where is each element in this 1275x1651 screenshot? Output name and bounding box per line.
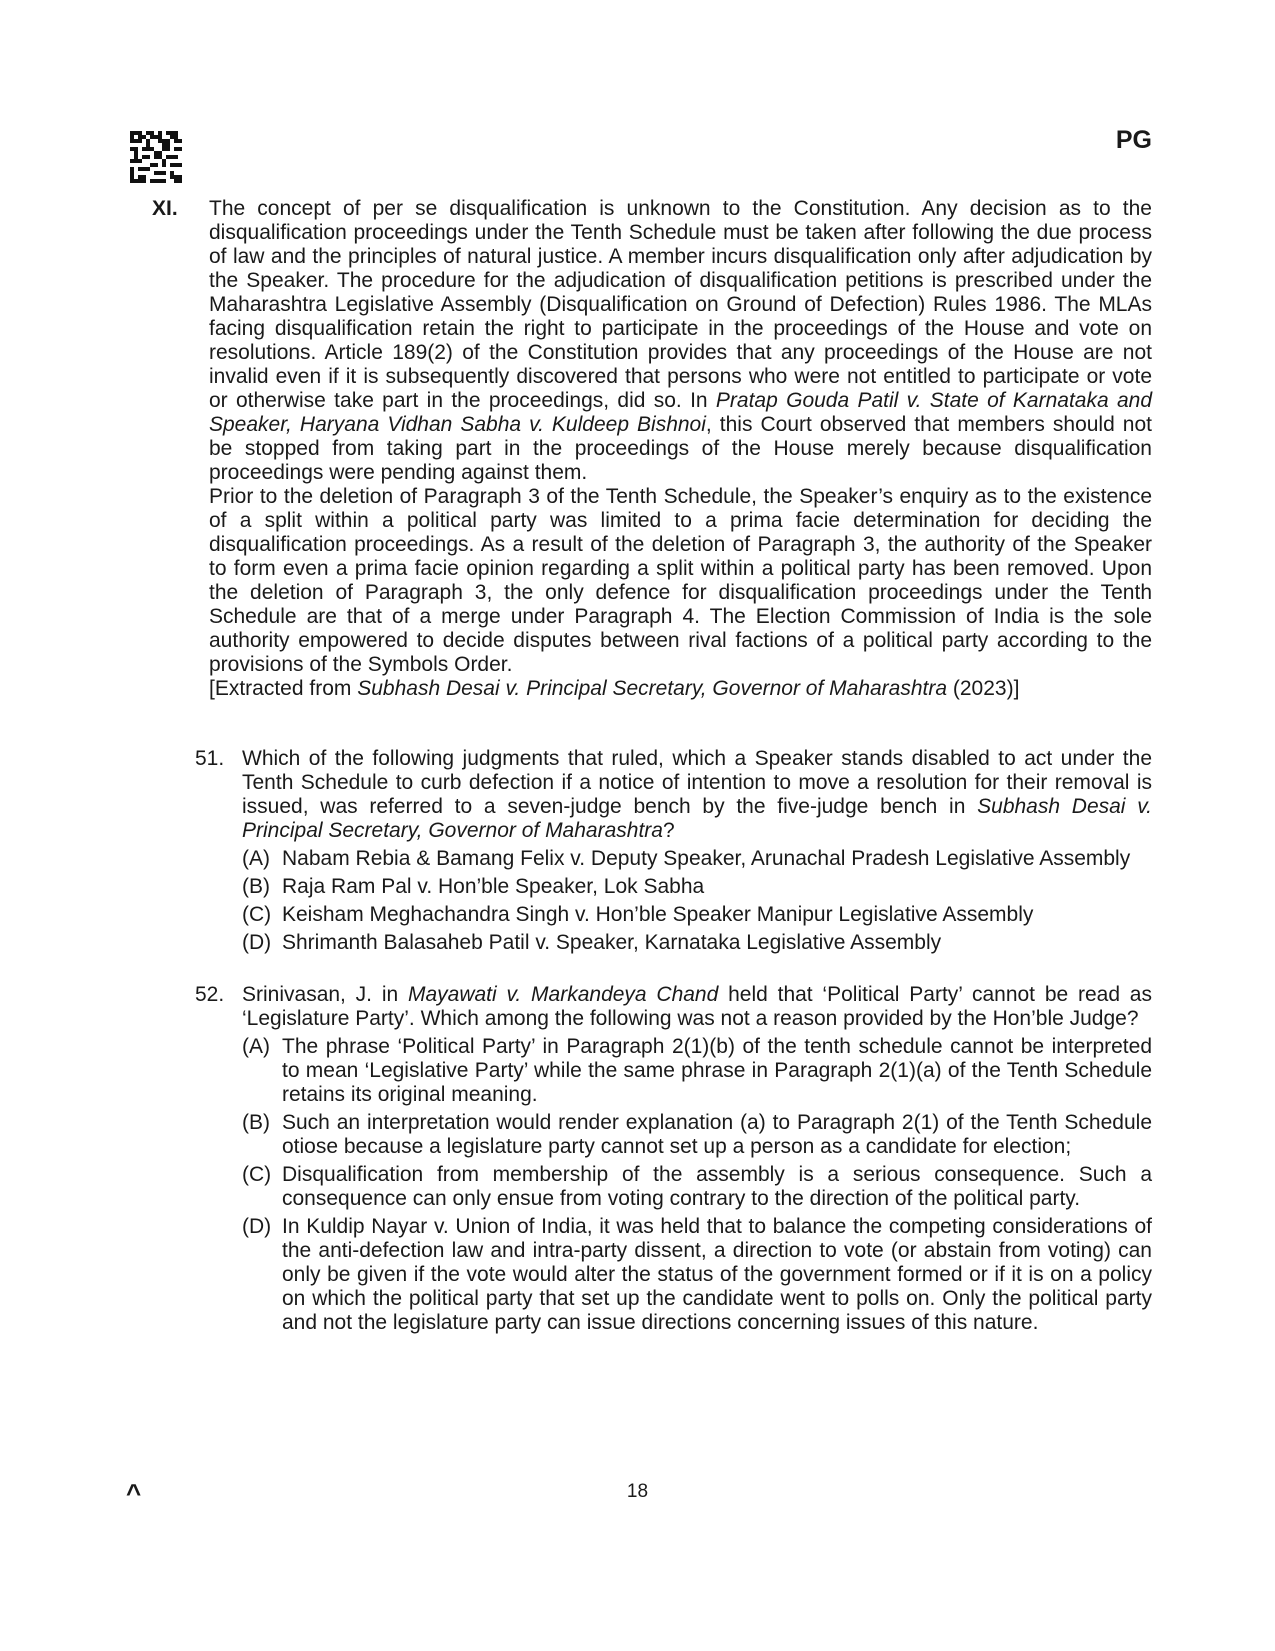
caret-icon: ^	[126, 1478, 142, 1508]
option-text: Nabam Rebia & Bamang Felix v. Deputy Speaker, Arunachal Pradesh Legislative Assembly	[282, 847, 1131, 870]
option-text: Raja Ram Pal v. Hon’ble Speaker, Lok Sabha	[282, 875, 705, 898]
exam-code: PG	[1115, 126, 1152, 154]
option-text: The phrase ‘Political Party’ in Paragraph 2(1)(b) of the tenth schedule cannot be interpreted to mean ‘Legislative Party’ while the same phrase in Paragraph 2(1)(a) of the Tenth Schedule retains its original meaning.	[282, 1035, 1152, 1106]
option-text: Shrimanth Balasaheb Patil v. Speaker, Karnataka Legislative Assembly	[282, 931, 942, 954]
passage-text: , this Court observed that members should not be stopped from taking part in the proceedings of the House merely because disqualification proceedings were pending against them.	[209, 413, 1152, 484]
extract-case: Subhash Desai v. Principal Secretary, Governor of Maharashtra	[357, 677, 948, 700]
option-label: (C)	[242, 903, 272, 926]
option-label: (A)	[242, 847, 270, 870]
question-number: 52.	[195, 983, 225, 1006]
stem-case: Mayawati v. Markandeya Chand	[407, 983, 719, 1006]
option-list	[242, 1035, 1152, 1335]
option-text: Disqualification from membership of the assembly is a serious consequence. Such a consequence can only ensue from voting contrary to the direction of the political party.	[282, 1163, 1152, 1210]
case-citation: Pratap Gouda Patil v. State of Karnataka and Speaker, Haryana Vidhan Sabha v. Kuldeep Bishnoi	[209, 389, 1152, 436]
passage	[209, 197, 1152, 701]
option-label: (A)	[242, 1035, 270, 1058]
stem-case: Subhash Desai v. Principal Secretary, Governor of Maharashtra	[242, 795, 1152, 842]
option-d[interactable]	[242, 931, 1152, 955]
option-b[interactable]	[242, 1111, 1152, 1159]
option-label: (D)	[242, 931, 272, 954]
option-c[interactable]	[242, 903, 1152, 927]
passage-paragraph-2: Prior to the deletion of Paragraph 3 of the Tenth Schedule, the Speaker’s enquiry as to the existence of a split within a political party was limited to a prima facie determination for deciding the disqualification proceedings. As a result of the deletion of Paragraph 3, the authority of the Speaker to form even a prima facie opinion regarding a split within a political party has been removed. Upon the deletion of Paragraph 3, the only defence for disqualification proceedings under the Tenth Schedule are that of a merge under Paragraph 4. The Election Commission of India is the sole authority empowered to decide disputes between rival factions of a political party according to the provisions of the Symbols Order.	[209, 485, 1152, 676]
option-label: (D)	[242, 1215, 272, 1238]
question-51	[195, 747, 1152, 955]
stem-text: held that ‘Political Party’ cannot be read as ‘Legislature Party’. Which among the following was not a reason provided by the Hon’ble Judge?	[242, 983, 1152, 1030]
option-text: In Kuldip Nayar v. Union of India, it was held that to balance the competing considerations of the anti-defection law and intra-party dissent, a direction to vote (or abstain from voting) can only be given if the vote would alter the status of the government formed or if it is on a policy on which the political party that set up the candidate went to polls on. Only the political party and not the legislature party can issue directions concerning issues of this nature.	[282, 1215, 1152, 1334]
question-number: 51.	[195, 747, 225, 770]
stem-text: Which of the following judgments that ruled, which a Speaker stands disabled to act under the Tenth Schedule to curb defection if a notice of intention to move a resolution for their removal is issued, was referred to a seven-judge bench by the five-judge bench in	[242, 747, 1152, 818]
option-d[interactable]	[242, 1215, 1152, 1335]
option-a[interactable]	[242, 1035, 1152, 1107]
option-c[interactable]	[242, 1163, 1152, 1211]
question-52	[195, 983, 1152, 1335]
extract-suffix: (2023)]	[947, 677, 1020, 700]
option-label: (B)	[242, 1111, 270, 1134]
option-text: Keisham Meghachandra Singh v. Hon’ble Speaker Manipur Legislative Assembly	[282, 903, 1034, 926]
option-list	[242, 847, 1152, 955]
option-text: Such an interpretation would render explanation (a) to Paragraph 2(1) of the Tenth Schedule otiose because a legislature party cannot set up a person as a candidate for election;	[282, 1111, 1152, 1158]
passage-text: The concept of per se disqualification is unknown to the Constitution. Any decision as to the disqualification proceedings under the Tenth Schedule must be taken after following the due process of law and the principles of natural justice. A member incurs disqualification only after adjudication by the Speaker. The procedure for the adjudication of disqualification petitions is prescribed under the Maharashtra Legislative Assembly (Disqualification on Ground of Defection) Rules 1986. The MLAs facing disqualification retain the right to participate in the proceedings of the House and vote on resolutions. Article 189(2) of the Constitution provides that any proceedings of the House are not invalid even if it is subsequently discovered that persons who were not entitled to participate or vote or otherwise take part in the proceedings, did so. In	[209, 197, 1152, 412]
option-a[interactable]	[242, 847, 1152, 871]
passage-section	[152, 197, 1152, 701]
question-list	[195, 747, 1152, 1339]
question-stem	[242, 747, 1152, 843]
question-stem	[242, 983, 1152, 1031]
qr-code-icon	[130, 131, 182, 183]
section-label: XI.	[152, 197, 178, 220]
option-label: (C)	[242, 1163, 272, 1186]
page-number: 18	[626, 1481, 649, 1502]
option-label: (B)	[242, 875, 270, 898]
stem-text: Srinivasan, J. in	[242, 983, 408, 1006]
passage-paragraph-1	[209, 197, 1152, 485]
option-b[interactable]	[242, 875, 1152, 899]
extract-prefix: [Extracted from	[209, 677, 358, 700]
extract-citation	[209, 677, 1152, 701]
stem-text: ?	[662, 819, 675, 842]
